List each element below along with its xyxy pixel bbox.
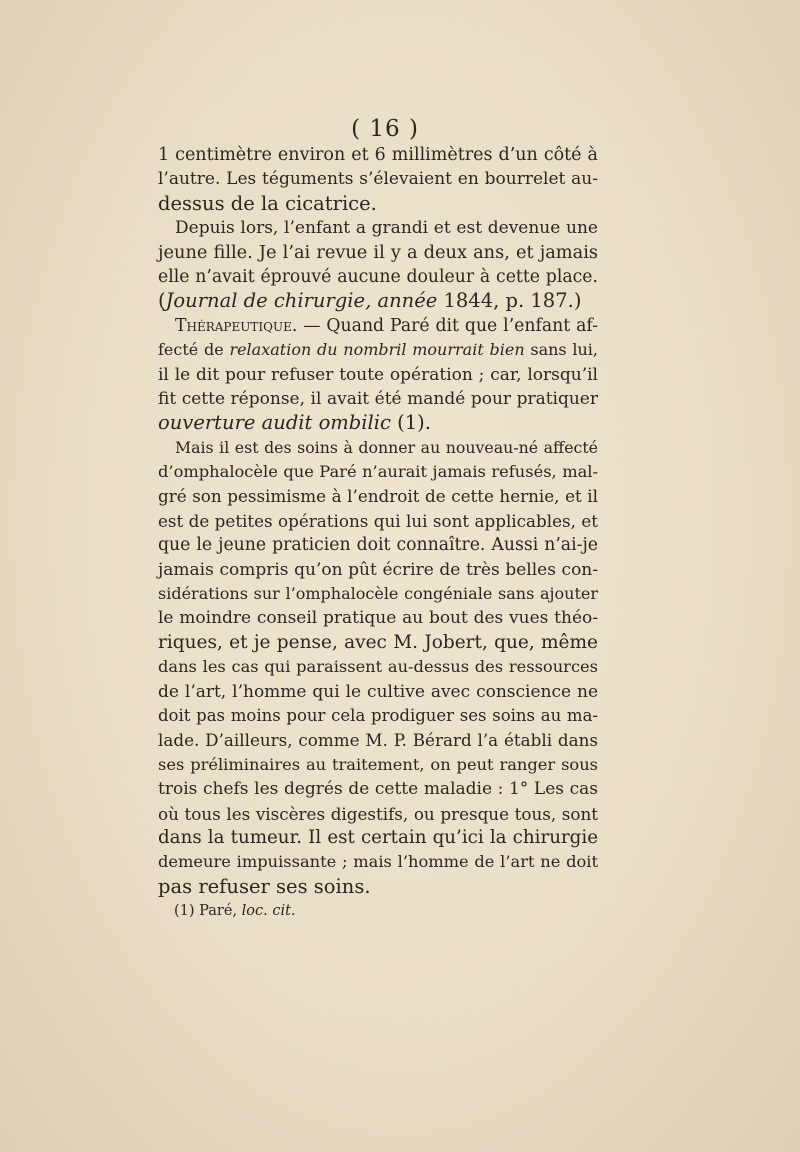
text-line: pas refuser ses soins.	[158, 874, 371, 898]
footnote-author: Paré,	[194, 903, 242, 919]
text-line: doit pas moins pour cela prodiguer ses soins au ma-	[158, 705, 598, 725]
text-line: jamais compris qu’on pût écrire de très belles con-	[158, 559, 598, 580]
text-line: il le dit pour refuser toute opération ; car, lorsqu’il	[158, 364, 598, 385]
text-line: Mais il est des soins à donner au nouveau-né affecté	[175, 437, 598, 457]
text-span: sans lui,	[524, 340, 598, 360]
text-line: ses préliminaires au traitement, on peut ranger sous	[158, 754, 598, 774]
text-span: . — Quand Paré dit que l’enfant af-	[291, 315, 598, 336]
text-line: le moindre conseil pratique au bout des vues théo-	[158, 608, 598, 629]
text-line: trois chefs les degrés de cette maladie : 1° Les cas	[158, 779, 598, 800]
text-line: elle n’avait éprouvé aucune douleur à cette place.	[158, 266, 598, 287]
text-line: où tous les viscères digestifs, ou presque tous, sont	[158, 803, 598, 824]
text-line: dans les cas qui paraissent au-dessus des ressources	[158, 657, 598, 677]
body-text	[158, 143, 598, 899]
text-line: 1 centimètre environ et 6 millimètres d’un côté à	[158, 145, 598, 165]
page-number: ( 16 )	[351, 116, 419, 142]
text-line: sidérations sur l’omphalocèle congéniale sans ajouter	[158, 584, 598, 604]
footnote-reference: (1).	[390, 411, 431, 435]
citation-line	[158, 289, 598, 313]
citation-journal: Journal de chirurgie, année	[165, 289, 438, 313]
text-line: dans la tumeur. Il est certain qu’ici la chirurgie	[158, 826, 598, 848]
text-line: Depuis lors, l’enfant a grandi et est devenue une	[175, 218, 598, 239]
italic-quote: relaxation du nombril mourrait bien	[229, 340, 525, 360]
section-heading-line	[158, 314, 598, 338]
citation-ref: 1844, p. 187.)	[437, 289, 582, 313]
text-line: de l’art, l’homme qui le cultive avec conscience ne	[158, 681, 598, 702]
text-line: que le jeune praticien doit connaître. Aussi n’ai-je	[158, 535, 598, 556]
text-line: l’autre. Les téguments s’élevaient en bourrelet au-	[158, 169, 598, 190]
footnote-ref: loc. cit.	[241, 903, 296, 919]
footnote	[174, 901, 296, 921]
section-heading: Thérapeutique	[175, 315, 292, 336]
text-line: gré son pessimisme à l’endroit de cette hernie, et il	[158, 486, 598, 507]
text-line	[158, 338, 598, 362]
text-line: dessus de la cicatrice.	[158, 191, 377, 215]
text-line: est de petites opérations qui lui sont applicables, et	[158, 510, 598, 531]
text-line: demeure impuissante ; mais l’homme de l’art ne doit	[158, 852, 598, 872]
citation-open: (	[158, 289, 166, 313]
footnote-marker: (1)	[174, 903, 195, 919]
text-line	[158, 411, 598, 435]
text-span: fecté de	[158, 340, 230, 360]
text-line: jeune fille. Je l’ai revue il y a deux ans, et jamais	[158, 242, 598, 263]
text-line: fit cette réponse, il avait été mandé pour pratiquer	[158, 388, 598, 409]
text-line: riques, et je pense, avec M. Jobert, que, même	[158, 631, 598, 653]
text-line: d’omphalocèle que Paré n’aurait jamais refusés, mal-	[158, 462, 598, 482]
italic-quote: ouverture audit ombilic	[158, 411, 391, 435]
text-line: lade. D’ailleurs, comme M. P. Bérard l’a établi dans	[158, 730, 598, 751]
